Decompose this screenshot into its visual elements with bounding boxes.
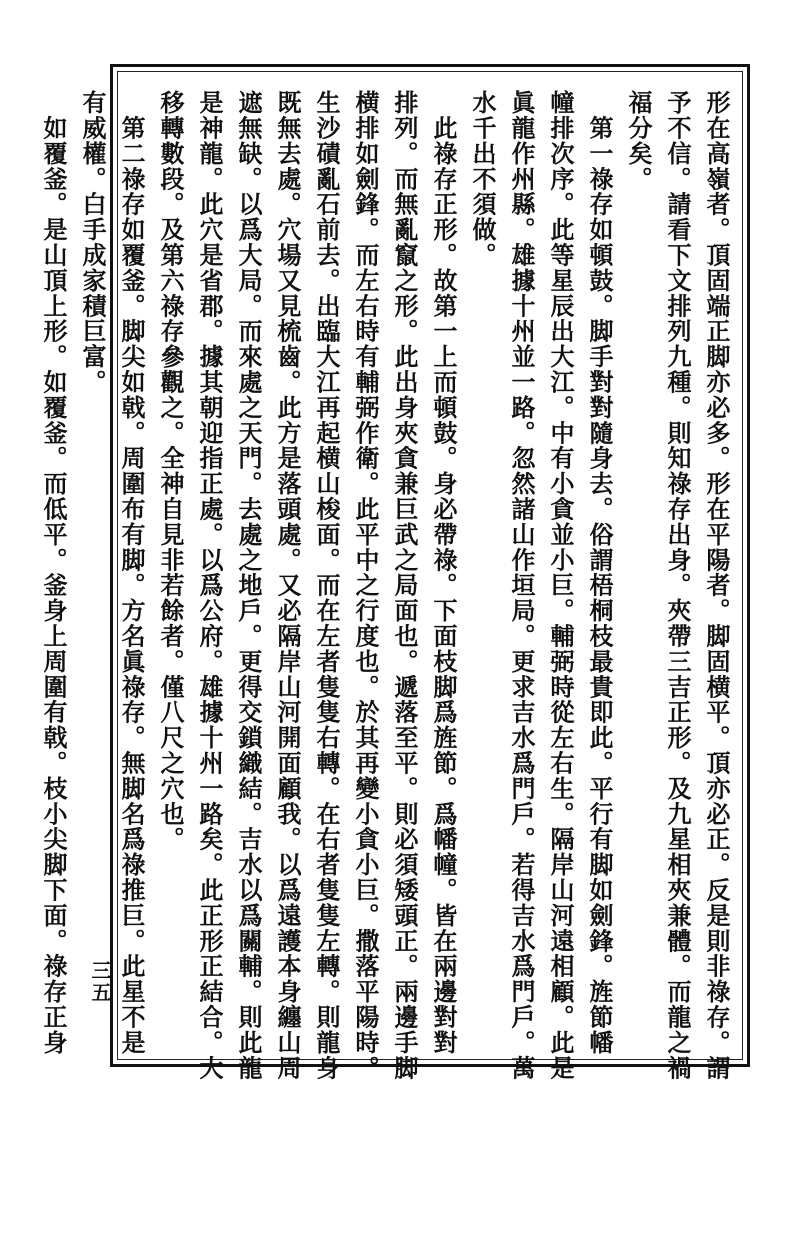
text-column: 有威權。白手成家積巨富。 (78, 90, 107, 395)
text-column: 水千出不須做。 (468, 90, 497, 268)
text-column: 第二祿存如覆釜。脚尖如戟。周圍布有脚。方名眞祿存。無脚名爲祿推巨。此星不是 (117, 90, 146, 1056)
text-column: 排列。而無亂竄之形。此出身夾貪兼巨武之局面也。遞落至平。則必須矮頭正。兩邊手脚 (390, 90, 419, 1081)
text-column: 移轉數段。及第六祿存參觀之。全神自見非若餘者。僅八尺之穴也。 (156, 90, 185, 852)
text-column: 遮無缺。以爲大局。而來處之天門。去處之地戶。更得交鎖織結。吉水以爲關輔。則此龍 (234, 90, 263, 1081)
page-number: 三五 (88, 960, 112, 1004)
text-column: 横排如劍鋒。而左右時有輔弼作衛。此平中之行度也。於其再變小貪小巨。撒落平陽時。 (351, 90, 380, 1081)
text-column: 如覆釜。是山頂上形。如覆釜。而低平。釜身上周圍有戟。枝小尖脚下面。祿存正身 (39, 90, 68, 1056)
text-column: 形在高嶺者。頂固端正脚亦必多。形在平陽者。脚固横平。頂亦必正。反是則非祿存。謂 (702, 90, 731, 1081)
text-column: 第一祿存如頓鼓。脚手對對隨身去。俗謂梧桐枝最貴即此。平行有脚如劍鋒。旌節幡 (585, 90, 614, 1056)
text-column: 予不信。請看下文排列九種。則知祿存出身。夾帶三吉正形。及九星相夾兼體。而龍之禍 (663, 90, 692, 1081)
text-column: 是神龍。此穴是省郡。據其朝迎指正處。以爲公府。雄據十州一路矣。此正形正結合。大 (195, 90, 224, 1081)
text-column: 眞龍作州縣。雄據十州並一路。忽然諸山作垣局。更求吉水爲門戶。若得吉水爲門戶。萬 (507, 90, 536, 1081)
text-column: 幢排次序。此等星辰出大江。中有小貪並小巨。輔弼時從左右生。隔岸山河遠相顧。此是 (546, 90, 575, 1081)
text-column: 福分矣。 (624, 90, 653, 192)
text-column: 生沙磧亂石前去。出臨大江再起横山梭面。而在左者隻隻右轉。在右者隻隻左轉。則龍身 (312, 90, 341, 1081)
text-column: 既無去處。穴場又見梳齒。此方是落頭處。又必隔岸山河開面顧我。以爲遠護本身纏山周 (273, 90, 302, 1081)
text-column: 此祿存正形。故第一上而頓鼓。身必帶祿。下面枝脚爲旌節。爲幡幢。皆在兩邊對對 (429, 90, 458, 1056)
